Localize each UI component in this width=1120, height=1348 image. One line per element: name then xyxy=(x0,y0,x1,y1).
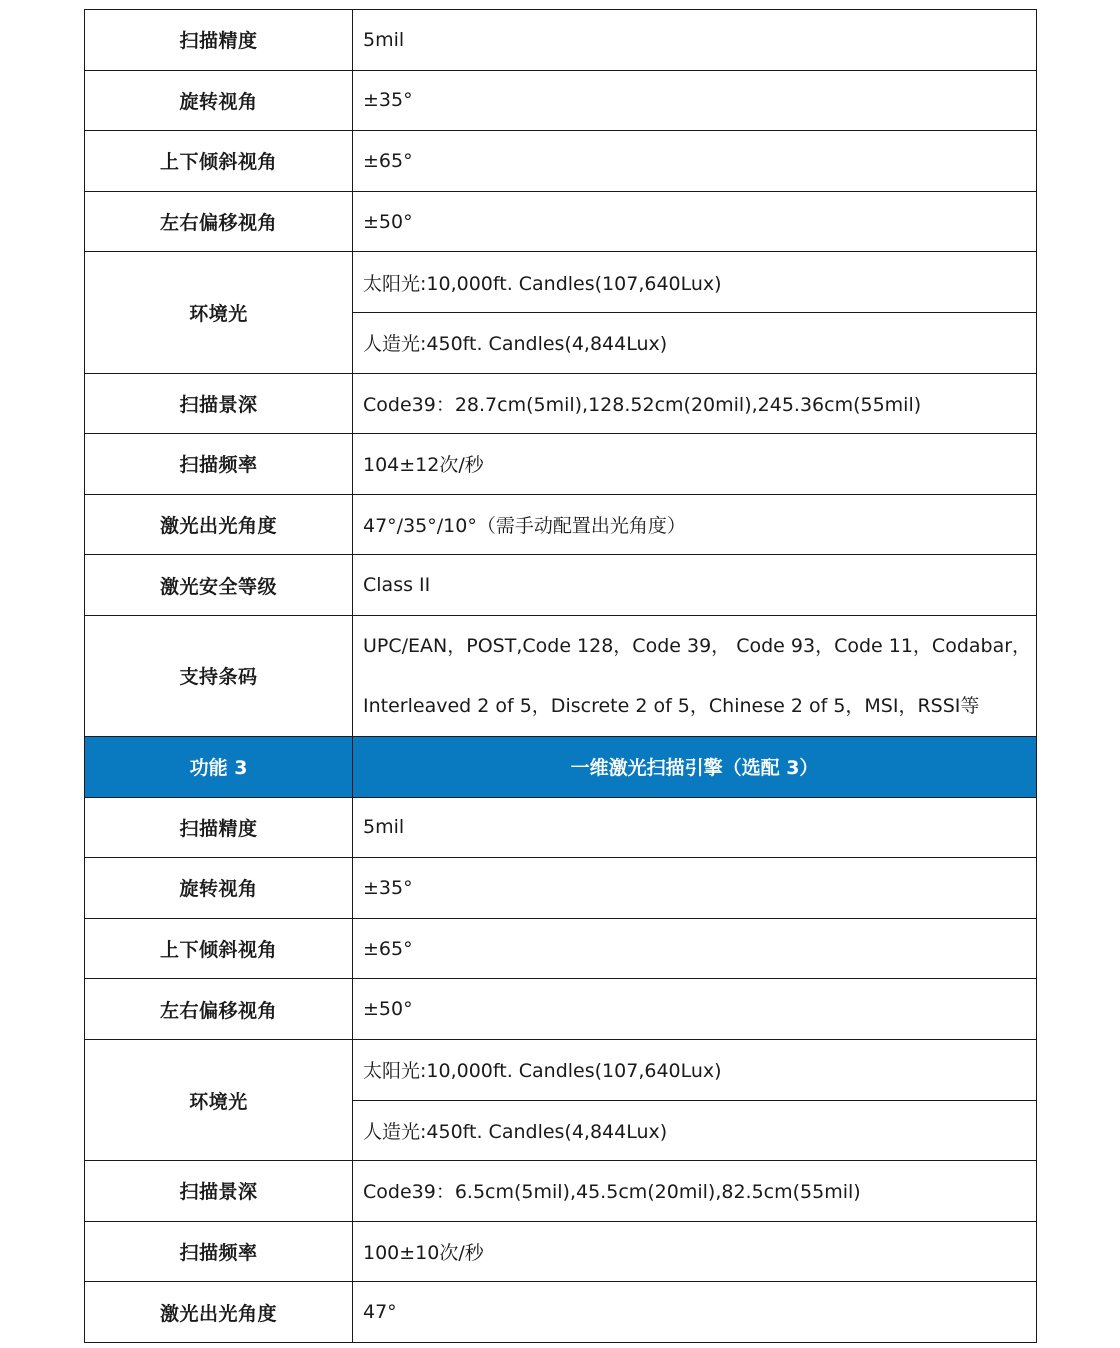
table-row xyxy=(85,252,1037,313)
row-value: 太阳光:10,000ft. Candles(107,640Lux) xyxy=(353,252,1037,313)
row-value: ±65° xyxy=(353,918,1037,979)
row-value: ±35° xyxy=(353,858,1037,919)
row-label: 扫描景深 xyxy=(85,373,353,434)
row-label: 左右偏移视角 xyxy=(85,191,353,252)
row-value: ±50° xyxy=(353,979,1037,1040)
table-row xyxy=(85,797,1037,858)
barcode-list-line: Interleaved 2 of 5，Discrete 2 of 5，Chinese 2 of 5，MSI，RSSI等 xyxy=(363,694,980,717)
row-label: 扫描景深 xyxy=(85,1161,353,1222)
row-label: 旋转视角 xyxy=(85,858,353,919)
row-label: 扫描精度 xyxy=(85,797,353,858)
table-row xyxy=(85,1039,1037,1100)
table-row xyxy=(85,10,1037,71)
table-row xyxy=(85,1282,1037,1343)
table-row xyxy=(85,555,1037,616)
row-value: ±50° xyxy=(353,191,1037,252)
section-header-row xyxy=(85,736,1037,797)
row-label: 激光出光角度 xyxy=(85,1282,353,1343)
row-label: 扫描频率 xyxy=(85,434,353,495)
row-value: 104±12次/秒 xyxy=(353,434,1037,495)
table-row xyxy=(85,1161,1037,1222)
row-value: Class II xyxy=(353,555,1037,616)
row-label: 环境光 xyxy=(85,252,353,373)
row-value: ±65° xyxy=(353,131,1037,192)
table-row xyxy=(85,70,1037,131)
row-value: 人造光:450ft. Candles(4,844Lux) xyxy=(353,1100,1037,1161)
row-label: 环境光 xyxy=(85,1039,353,1160)
table-row xyxy=(85,434,1037,495)
table-row xyxy=(85,1221,1037,1282)
row-label: 左右偏移视角 xyxy=(85,979,353,1040)
row-value: 5mil xyxy=(353,797,1037,858)
row-value: 47° xyxy=(353,1282,1037,1343)
row-label: 上下倾斜视角 xyxy=(85,131,353,192)
table-row xyxy=(85,918,1037,979)
row-value xyxy=(353,615,1037,736)
row-label: 旋转视角 xyxy=(85,70,353,131)
section-header-title: 一维激光扫描引擎（选配 3） xyxy=(353,736,1037,797)
table-row xyxy=(85,131,1037,192)
row-value: 太阳光:10,000ft. Candles(107,640Lux) xyxy=(353,1039,1037,1100)
table-row xyxy=(85,191,1037,252)
table-row xyxy=(85,494,1037,555)
row-value: 人造光:450ft. Candles(4,844Lux) xyxy=(353,312,1037,373)
row-label: 激光出光角度 xyxy=(85,494,353,555)
row-value: Code39：28.7cm(5mil),128.52cm(20mil),245.36cm(55mil) xyxy=(353,373,1037,434)
barcode-list-line: UPC/EAN，POST,Code 128，Code 39， Code 93，Code 11，Codabar， xyxy=(363,634,1032,657)
row-value: 100±10次/秒 xyxy=(353,1221,1037,1282)
row-value: 47°/35°/10°（需手动配置出光角度） xyxy=(353,494,1037,555)
table-row xyxy=(85,615,1037,736)
table-row xyxy=(85,979,1037,1040)
row-label: 扫描频率 xyxy=(85,1221,353,1282)
table-row xyxy=(85,858,1037,919)
row-value: 5mil xyxy=(353,10,1037,71)
table-row xyxy=(85,373,1037,434)
spec-table xyxy=(84,9,1037,1343)
section-header-label: 功能 3 xyxy=(85,736,353,797)
row-label: 扫描精度 xyxy=(85,10,353,71)
row-value: ±35° xyxy=(353,70,1037,131)
row-value: Code39：6.5cm(5mil),45.5cm(20mil),82.5cm(55mil) xyxy=(353,1161,1037,1222)
row-label: 上下倾斜视角 xyxy=(85,918,353,979)
row-label: 激光安全等级 xyxy=(85,555,353,616)
row-label: 支持条码 xyxy=(85,615,353,736)
